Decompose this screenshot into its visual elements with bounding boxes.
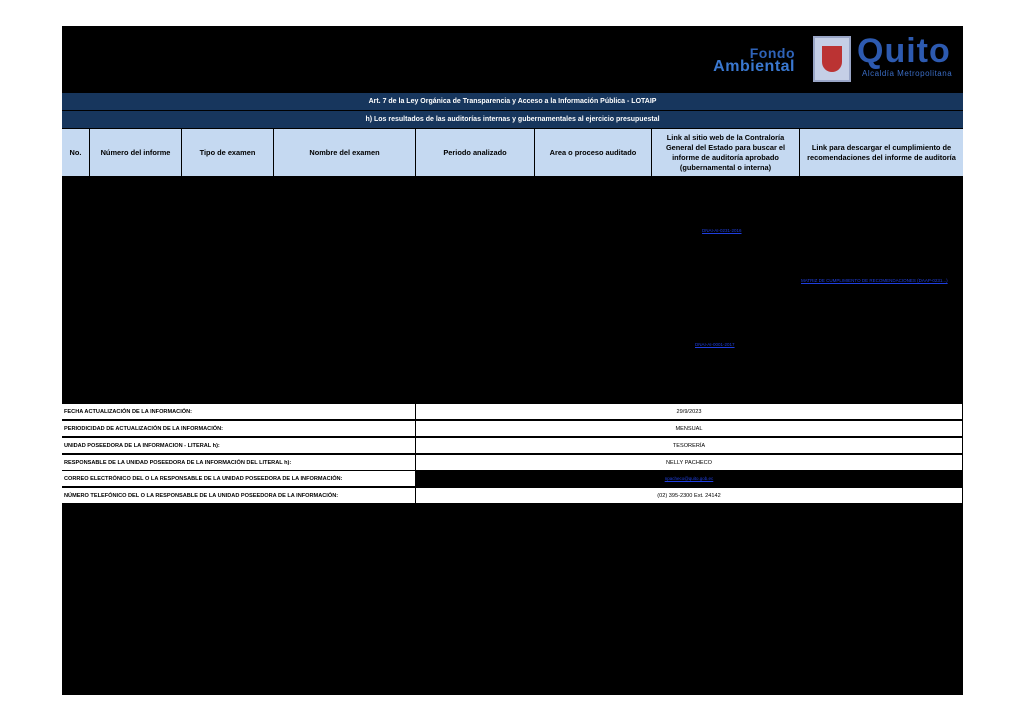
info-label: PERIODICIDAD DE ACTUALIZACIÓN DE LA INFORMACIÓN: (62, 421, 415, 437)
info-row-responsible (62, 455, 963, 471)
logo-line1: Fondo (749, 45, 795, 61)
info-value: (02) 395-2300 Ext. 24142 (416, 488, 962, 504)
info-label: NÚMERO TELEFÓNICO DEL O LA RESPONSABLE DE LA UNIDAD POSEEDORA DE LA INFORMACIÓN: (62, 488, 415, 504)
column-header-area: Area o proceso auditado (535, 129, 652, 176)
info-value: TESORERÍA (416, 438, 962, 454)
quito-crest-icon (813, 36, 851, 82)
info-label: RESPONSABLE DE LA UNIDAD POSEEDORA DE LA INFORMACIÓN DEL LITERAL h): (62, 455, 415, 471)
info-row-update-date (62, 404, 963, 420)
info-label: CORREO ELECTRÓNICO DEL O LA RESPONSABLE DE LA UNIDAD POSEEDORA DE LA INFORMACIÓN: (62, 471, 415, 487)
title-band: Art. 7 de la Ley Orgánica de Transparencia y Acceso a la Información Pública - LOTAIP (62, 93, 963, 110)
info-row-periodicity (62, 421, 963, 437)
report-link-1[interactable]: DNAI-AI-0231-2016 (702, 228, 742, 233)
column-header-period: Periodo analizado (416, 129, 535, 176)
column-header-exam-type: Tipo de examen (182, 129, 274, 176)
email-link[interactable]: npacheco@quito.gob.ec (664, 476, 714, 481)
column-header-contraloria-link: Link al sitio web de la Contraloría General del Estado para buscar el informe de auditoría aprobado (gubernamental o interna) (652, 129, 800, 176)
logo-line2: Ambiental (713, 58, 795, 75)
info-value: 29/9/2023 (416, 404, 962, 420)
spreadsheet-page (62, 26, 963, 695)
info-row-phone (62, 488, 963, 504)
info-label: FECHA ACTUALIZACIÓN DE LA INFORMACIÓN: (62, 404, 415, 420)
info-row-email (62, 471, 963, 487)
info-value: MENSUAL (416, 421, 962, 437)
logo-header (62, 26, 963, 93)
alcaldia-subtitle: Alcaldía Metropolitana (862, 69, 953, 78)
column-header-recommendations-link: Link para descargar el cumplimiento de recomendaciones del informe de auditoría (800, 129, 963, 176)
report-link-2[interactable]: DNAI-AI-0001-2017 (695, 342, 735, 347)
column-header-no: No. (62, 129, 90, 176)
quito-brand: Quito (857, 32, 951, 70)
info-value (416, 471, 962, 487)
subtitle-band: h) Los resultados de las auditorías internas y gubernamentales al ejercicio presupuestal (62, 111, 963, 128)
column-header-report-number: Número del informe (90, 129, 182, 176)
info-row-unit (62, 438, 963, 454)
info-label: UNIDAD POSEEDORA DE LA INFORMACION - LITERAL h): (62, 438, 415, 454)
recommendations-link[interactable]: MATRIZ DE CUMPLIMIENTO DE RECOMENDACIONES (DAAP-0231...) (801, 278, 948, 283)
info-value: NELLY PACHECO (416, 455, 962, 471)
fondo-ambiental-logo (713, 46, 795, 74)
column-header-exam-name: Nombre del examen (274, 129, 416, 176)
